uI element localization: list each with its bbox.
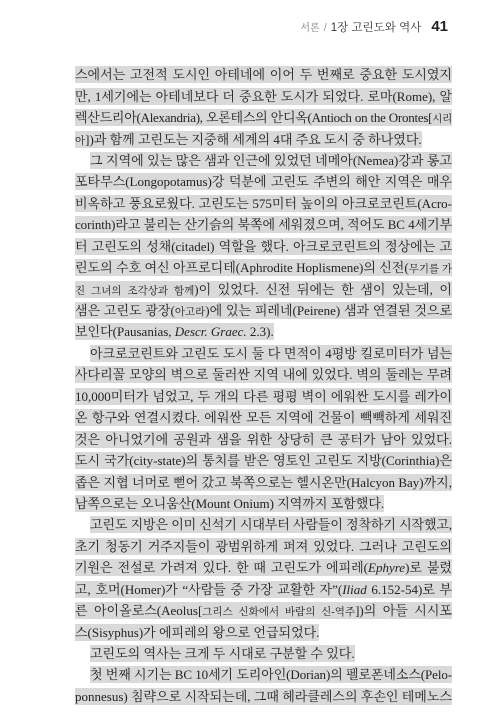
text-run: )이 있었다. 신전 뒤에는 한 샘이 있는데, 이	[194, 281, 452, 297]
text-run: )에 있는 피레네(Peirene) 샘과 연결된 것으로	[205, 303, 452, 318]
highlighted-text	[75, 195, 452, 212]
text-line	[75, 686, 452, 707]
text-line	[75, 193, 452, 214]
highlighted-text	[90, 345, 452, 362]
text-line	[75, 557, 452, 578]
text-line	[75, 64, 452, 85]
text-run: 고린도 지방은 이미 신석기 시대부터 사람들이 정착하기 시작했고,	[90, 517, 452, 533]
highlighted-text	[75, 688, 452, 705]
text-line	[75, 621, 452, 642]
text-run: 터 고린도의 성채(citadel) 역할을 했다. 아크로코린트의 정상에는 고	[75, 238, 452, 254]
text-line	[75, 471, 452, 492]
text-line	[75, 150, 452, 171]
text-run: ])과 함께 고린도는 지중해 세계의 4대 주요 도시 중 하나였다.	[85, 131, 422, 147]
highlighted-text	[75, 281, 452, 298]
small-text: 무기를 가	[408, 264, 452, 276]
text-run: 첫 번째 시기는 BC 10세기 도리아인(Dorian)의 펠로폰네소스(Pelo-	[90, 667, 452, 683]
paragraph	[75, 514, 452, 643]
highlighted-text	[75, 173, 452, 190]
page-number: 41	[431, 18, 448, 35]
text-line	[75, 257, 452, 278]
text-line	[75, 171, 452, 192]
text-line	[75, 128, 452, 149]
small-text: 시리	[432, 114, 452, 126]
text-run: 스에서는 고전적 도시인 아테네에 이어 두 번째로 중요한 도시였지	[75, 67, 452, 83]
highlighted-text	[75, 581, 452, 598]
text-line	[75, 600, 452, 621]
text-run: ])의 아들 시시포	[355, 603, 452, 619]
highlighted-text	[75, 88, 452, 105]
text-run: 비옥하고 풍요로웠다. 고린도는 575미터 높이의 아크로코린트(Acro-	[75, 195, 452, 211]
running-header	[300, 18, 448, 35]
text-line	[75, 579, 452, 600]
text-run: 좁은 지협 너머로 뻗어 갔고 북쪽으로는 헬시온만(Halcyon Bay)까지,	[75, 474, 452, 490]
text-line	[75, 321, 452, 342]
text-line	[75, 536, 452, 557]
text-run: 고린도의 역사는 크게 두 시대로 구분할 수 있다.	[90, 646, 355, 661]
text-line	[75, 664, 452, 685]
highlighted-text	[75, 259, 452, 276]
text-run: ponnesus) 침략으로 시작되는데, 그때 헤라클레스의 후손인 테메노스	[75, 688, 452, 704]
text-run: corinth)라고 불리는 산기슭의 북쪽에 세워졌으며, 적어도 BC 4세기부	[75, 217, 452, 233]
paragraph	[75, 643, 452, 664]
italic-text: Iliad	[342, 581, 367, 597]
text-run: 기원은 전설로 가려져 있다. 한 때 고린도가 에피레(	[75, 560, 369, 576]
text-run: 아크로코린트와 고린도 도시 둘 다 면적이 4평방 킬로미터가 넘는	[90, 345, 452, 361]
section-label: 서론	[300, 23, 320, 34]
small-text: 아고라	[174, 307, 206, 318]
highlighted-text	[75, 624, 319, 641]
small-text: 아	[75, 135, 86, 147]
text-line	[75, 343, 452, 364]
text-run: 2.3).	[246, 324, 274, 340]
text-run: 남쪽으로는 오니움산(Mount Onium) 지역까지 포함했다.	[75, 495, 385, 511]
text-run: 스(Sisyphus)가 에피레의 왕으로 언급되었다.	[75, 624, 320, 640]
text-line	[75, 364, 452, 385]
header-separator: /	[323, 22, 327, 34]
highlighted-text	[75, 131, 422, 148]
paragraph	[75, 664, 452, 707]
text-line	[75, 450, 452, 471]
text-line	[75, 214, 452, 235]
highlighted-text	[90, 666, 452, 683]
text-run: 것은 아니었기에 공원과 샘을 위한 상당히 큰 공터가 남아 있었다.	[75, 431, 452, 447]
body-text	[75, 64, 452, 707]
highlighted-text	[75, 409, 452, 426]
highlighted-text	[75, 238, 452, 255]
text-line	[75, 407, 452, 428]
text-run: 포타무스(Longopotamus)강 덕분에 고린도 주변의 해안 지역은 매우	[75, 174, 452, 190]
text-line	[75, 107, 452, 128]
text-line	[75, 300, 452, 321]
text-run: 른 아이올로스(Aeolus[	[75, 603, 203, 619]
text-run: 6.152-54)로 부	[366, 581, 452, 597]
highlighted-text	[75, 302, 452, 319]
highlighted-text	[75, 559, 452, 576]
text-run: 온 항구와 연결시켰다. 에워싼 모든 지역에 건물이 빽빽하게 세워진	[75, 410, 452, 426]
text-run: 샘은 고린도 광장(	[75, 303, 175, 318]
highlighted-text	[75, 66, 452, 83]
text-line	[75, 386, 452, 407]
text-line	[75, 493, 452, 514]
highlighted-text	[75, 452, 452, 469]
paragraph	[75, 64, 452, 150]
text-line	[75, 85, 452, 106]
text-line	[75, 278, 452, 299]
text-run: 렉산드리아(Alexandria), 오론테스의 안디옥(Antioch on the Orontes[	[75, 110, 433, 126]
highlighted-text	[75, 109, 452, 126]
highlighted-text	[75, 388, 452, 405]
text-line	[75, 428, 452, 449]
small-text: 그리스 신화에서 바람의 신-역주	[202, 607, 356, 619]
highlighted-text	[75, 538, 452, 555]
text-run: 린도의 수호 여신 아프로디테(Aphrodite Hoplismene)의 신전(	[75, 260, 409, 276]
highlighted-text	[75, 216, 452, 233]
text-run: 10,000미터가 넘었고, 두 개의 다른 평평 벽이 에워싼 도시를 레가이	[75, 388, 452, 404]
text-run: 보인다(Pausanias,	[75, 324, 175, 340]
highlighted-text	[75, 474, 452, 491]
highlighted-text	[90, 516, 452, 533]
highlighted-text	[75, 602, 452, 619]
chapter-title: 1장 고린도와 역사	[330, 22, 422, 34]
small-text: 진 그녀의 조각상과 함께	[75, 285, 195, 297]
highlighted-text	[75, 323, 274, 340]
paragraph	[75, 343, 452, 515]
text-run: 초기 청동기 거주지들이 광범위하게 퍼져 있었다. 그러나 고린도의	[75, 538, 452, 554]
text-run: )로 불렸	[405, 560, 452, 576]
italic-text: Ephyre	[368, 560, 406, 576]
text-run: 그 지역에 있는 많은 샘과 인근에 있었던 네메아(Nemea)강과 롱고	[90, 152, 452, 168]
text-line	[75, 236, 452, 257]
highlighted-text	[90, 152, 452, 169]
text-run: 고, 호머(Homer)가 “사람들 중 가장 교활한 자”(	[75, 581, 343, 597]
highlighted-text	[75, 366, 452, 383]
text-run: 만, 1세기에는 아테네보다 더 중요한 도시가 되었다. 로마(Rome), 알	[75, 88, 452, 104]
paragraph	[75, 150, 452, 343]
highlighted-text	[90, 645, 355, 662]
text-run: 사다리꼴 모양의 벽으로 둘러싼 지역 내에 있었다. 벽의 둘레는 무려	[75, 367, 452, 383]
text-line	[75, 643, 452, 664]
highlighted-text	[75, 431, 452, 448]
text-run: 도시 국가(city-state)의 통치를 받은 영토인 고린도 지방(Corinthia)은	[75, 453, 452, 469]
italic-text: Descr. Graec.	[174, 324, 247, 340]
highlighted-text	[75, 495, 384, 512]
text-line	[75, 514, 452, 535]
